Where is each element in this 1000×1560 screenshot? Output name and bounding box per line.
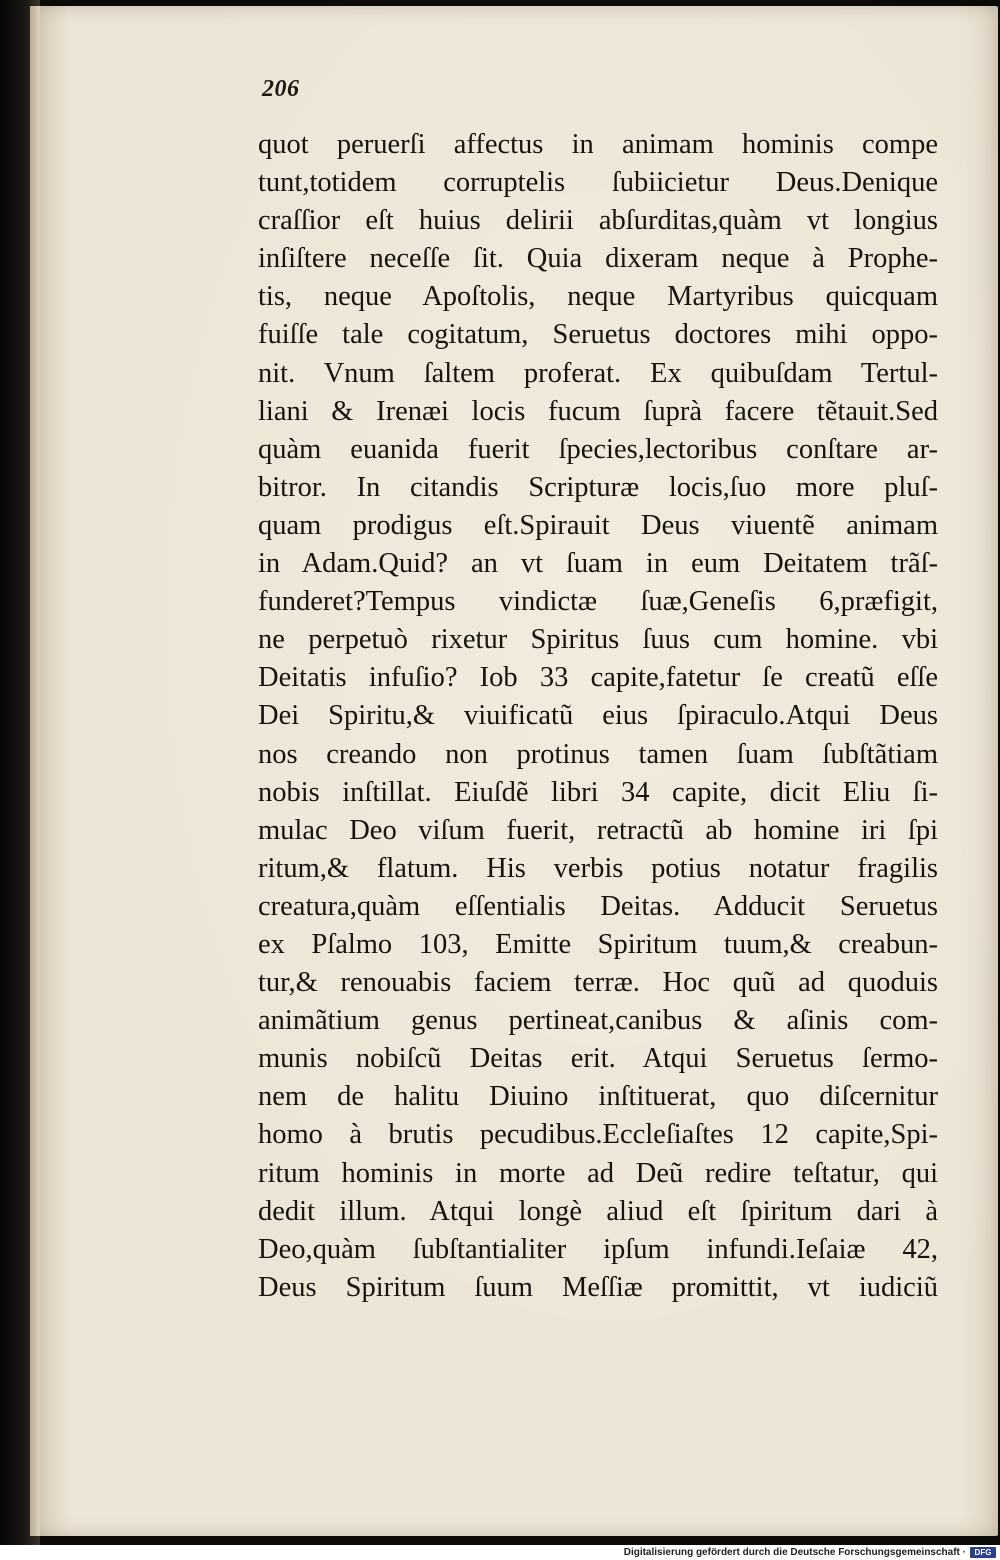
text-line: tunt,totidem corruptelis ſubiicietur Deus.Denique [258,167,938,199]
text-line: quàm euanida fuerit ſpecies,lectoribus conſtare ar- [258,433,938,465]
text-line: Deus Spiritum ſuum Meſſiæ promittit, vt iudiciũ [258,1271,938,1303]
text-line: craſſior eſt huius delirii abſurditas,quàm vt longius [258,205,938,237]
text-line: bitror. In citandis Scripturæ locis,ſuo more pluſ- [258,471,938,503]
page-number: 206 [262,76,300,102]
text-line: Dei Spiritu,& viuificatũ eius ſpiraculo.Atqui Deus [258,700,938,732]
text-line: ne perpetuò rixetur Spiritus ſuus cum homine. vbi [258,624,938,656]
text-line: inſiſtere neceſſe ſit. Quia dixeram neque à Prophe- [258,243,938,275]
text-line: tis, neque Apoſtolis, neque Martyribus quicquam [258,281,938,313]
text-line: homo à brutis pecudibus.Eccleſiaſtes 12 capite,Spi- [258,1119,938,1151]
text-line: funderet?Tempus vindictæ ſuæ,Geneſis 6,præfigit, [258,586,938,618]
text-line: Deitatis infuſio? Iob 33 capite,fatetur ſe creatũ eſſe [258,662,938,694]
dfg-logo-icon: DFG [970,1547,996,1558]
text-line: in Adam.Quid? an vt ſuam in eum Deitatem trãſ- [258,548,938,580]
text-line: ritum,& flatum. His verbis potius notatur fragilis [258,852,938,884]
text-line: quot peruerſi affectus in animam hominis compe [258,129,938,160]
footer-bar [0,1545,1000,1560]
text-line: liani & Irenæi locis fucum ſuprà facere tẽtauit.Sed [258,395,938,427]
text-line: quam prodigus eſt.Spirauit Deus viuentẽ animam [258,509,938,541]
text-line: animãtium genus pertineat,canibus & aſinis com- [258,1005,938,1037]
funding-credit: Digitalisierung gefördert durch die Deutsche Forschungsgemeinschaft · [623,1547,966,1558]
text-line: nobis inſtillat. Eiuſdẽ libri 34 capite, dicit Eliu ſi- [258,776,938,808]
text-line: dedit illum. Atqui longè aliud eſt ſpiritum dari à [258,1195,938,1227]
text-line: ex Pſalmo 103, Emitte Spiritum tuum,& creabun- [258,928,938,960]
body-text [258,126,938,1307]
page-inner-edge [30,6,40,1536]
text-line: creatura,quàm eſſentialis Deitas. Adducit Seruetus [258,890,938,922]
text-line: nit. Vnum ſaltem proferat. Ex quibuſdam Tertul- [258,357,938,389]
text-line: tur,& renouabis faciem terræ. Hoc quũ ad quoduis [258,967,938,999]
text-line: Deo,quàm ſubſtantialiter ipſum infundi.Ieſaiæ 42, [258,1233,938,1265]
text-line: mulac Deo viſum fuerit, retractũ ab homine iri ſpi [258,814,938,846]
text-line: fuiſſe tale cogitatum, Seruetus doctores mihi oppo- [258,319,938,351]
text-line: ritum hominis in morte ad Deũ redire teſtatur, qui [258,1157,938,1189]
text-line: nem de halitu Diuino inſtituerat, quo diſcernitur [258,1081,938,1113]
text-line: munis nobiſcũ Deitas erit. Atqui Seruetus ſermo- [258,1043,938,1075]
text-line: nos creando non protinus tamen ſuam ſubſtãtiam [258,738,938,770]
